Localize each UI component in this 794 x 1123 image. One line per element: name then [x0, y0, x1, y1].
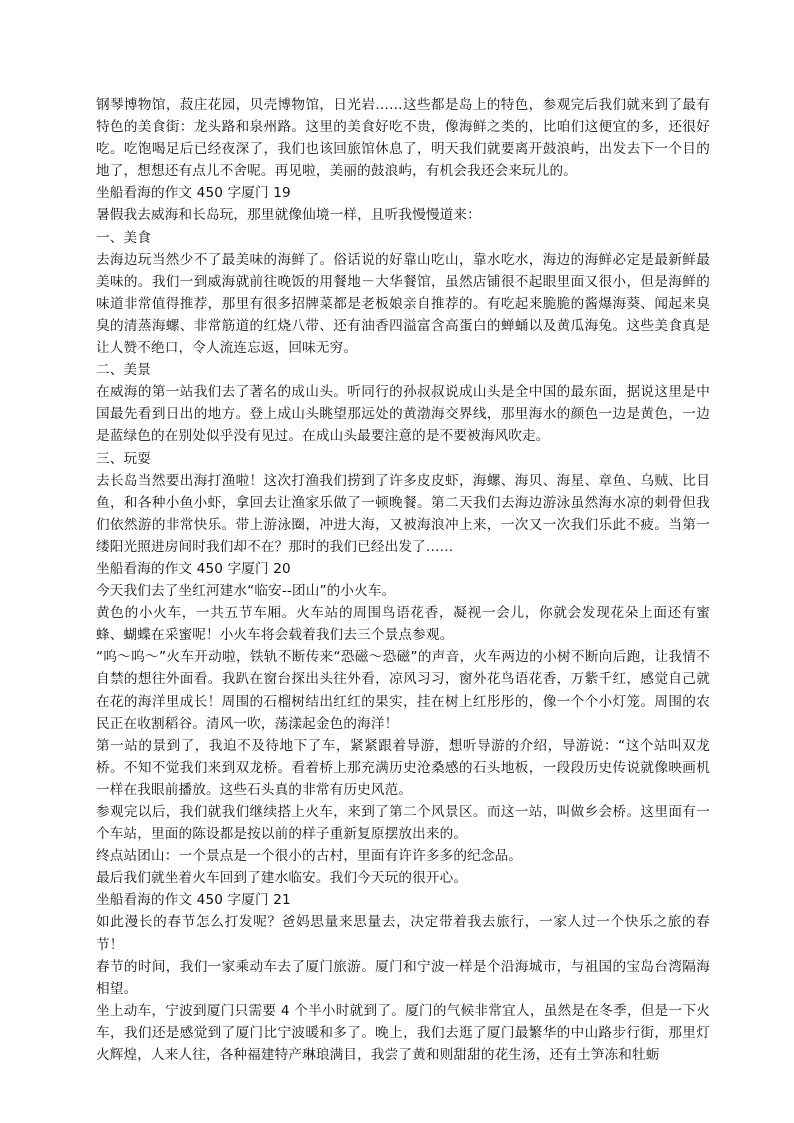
paragraph: 黄色的小火车，一共五节车厢。火车站的周围鸟语花香，凝视一会儿，你就会发现花朵上面还有蜜蜂、蝴蝶在采蜜呢！小火车将会载着我们去三个景点参观。	[96, 605, 710, 644]
paragraph: 最后我们就坐着火车回到了建水临安。我们今天玩的很开心。	[96, 870, 468, 887]
paragraph: 春节的时间，我们一家乘动车去了厦门旅游。厦门和宁波一样是个沿海城市，与祖国的宝岛台湾隔海相望。	[96, 958, 710, 997]
paragraph: 暑假我去威海和长岛玩，那里就像仙境一样，且听我慢慢道来：	[96, 207, 481, 224]
paragraph: “呜～呜～”火车开动啦，铁轨不断传来“恐磁～恐磁”的声音，火车两边的小树不断向后跑，让我情不自禁的想往外面看。我趴在窗台探出头往外看，凉风习习，窗外花鸟语花香，万紫千红，感觉自己就在花的海洋里成长！周围的石榴树结出红红的果实，挂在树上红彤彤的，像一个个小灯笼。周围的农民正在收割稻谷。清风一吹，荡漾起金色的海洋！	[96, 649, 710, 732]
paragraph: 坐上动车，宁波到厦门只需要 4 个半小时就到了。厦门的气候非常宜人，虽然是在冬季，但是一下火车，我们还是感觉到了厦门比宁波暖和多了。晚上，我们去逛了厦门最繁华的中山路步行街，那里灯火辉煌，人来人往，各种福建特产琳琅满目，我尝了黄和则甜甜的花生汤，还有土笋冻和牡蛎	[96, 1002, 710, 1064]
paragraph: 终点站团山：一个景点是一个很小的古村，里面有许许多多的纪念品。	[96, 848, 523, 865]
subheading: 二、美景	[96, 362, 151, 379]
paragraph: 今天我们去了坐红河建水“临安--团山”的小火车。	[96, 583, 396, 600]
document-body	[96, 94, 710, 1066]
section-heading: 坐船看海的作文 450 字厦门 21	[96, 892, 291, 909]
paragraph: 第一站的景到了，我迫不及待地下了车，紧紧跟着导游，想听导游的介绍，导游说：“这个站叫双龙桥。不知不觉我们来到双龙桥。看着桥上那充满历史沧桑感的石头地板，一段段历史传说就像映画机一样在我眼前播放。这些石头真的非常有历史风范。	[96, 737, 710, 798]
paragraph: 钢琴博物馆，菽庄花园，贝壳博物馆，日光岩……这些都是岛上的特色，参观完后我们就来到了最有特色的美食街：龙头路和泉州路。这里的美食好吃不贵，像海鲜之类的，比咱们这便宜的多，还很好吃。吃饱喝足后已经夜深了，我们也该回旅馆休息了，明天我们就要离开鼓浪屿，出发去下一个目的地了，想想还有点儿不舍呢。再见啦，美丽的鼓浪屿，有机会我还会来玩儿的。	[96, 97, 710, 180]
paragraph: 去海边玩当然少不了最美味的海鲜了。俗话说的好靠山吃山，靠水吃水，海边的海鲜必定是最新鲜最美味的。我们一到威海就前往晚饭的用餐地－大华餐馆，虽然店铺很不起眼里面又很小，但是海鲜的味道非常值得推荐，那里有很多招牌菜都是老板娘亲自推荐的。有吃起来脆脆的酱爆海葵、闻起来臭臭的清蒸海螺、非常筋道的红烧八带、还有油香四溢富含高蛋白的蝉蛹以及黄瓜海兔。这些美食真是让人赞不绝口，令人流连忘返，回味无穷。	[96, 251, 710, 357]
subheading: 三、玩耍	[96, 450, 151, 467]
paragraph: 在威海的第一站我们去了著名的成山头。听同行的孙叔叔说成山头是全中国的最东面，据说这里是中国最先看到日出的地方。登上成山头眺望那远处的黄渤海交界线，那里海水的颜色一边是黄色，一边是蓝绿色的在别处似乎没有见过。在成山头最要注意的是不要被海风吹走。	[96, 384, 710, 445]
paragraph: 如此漫长的春节怎么打发呢？爸妈思量来思量去，决定带着我去旅行，一家人过一个快乐之旅的春节！	[96, 914, 710, 953]
paragraph: 参观完以后，我们就我们继续搭上火车，来到了第二个风景区。而这一站，叫做乡会桥。这里面有一个车站，里面的陈设都是按以前的样子重新复原摆放出来的。	[96, 804, 710, 843]
subheading: 一、美食	[96, 229, 151, 246]
section-heading: 坐船看海的作文 450 字厦门 19	[96, 185, 291, 202]
section-heading: 坐船看海的作文 450 字厦门 20	[96, 560, 291, 577]
paragraph: 去长岛当然要出海打渔啦！这次打渔我们捞到了许多皮皮虾，海螺、海贝、海星、章鱼、乌贼、比目鱼，和各种小鱼小虾，拿回去让渔家乐做了一顿晚餐。第二天我们去海边游泳虽然海水凉的刺骨但我们依然游的非常快乐。带上游泳圈，冲进大海，又被海浪冲上来，一次又一次我们乐此不疲。当第一缕阳光照进房间时我们却不在？那时的我们已经出发了……	[96, 472, 710, 555]
